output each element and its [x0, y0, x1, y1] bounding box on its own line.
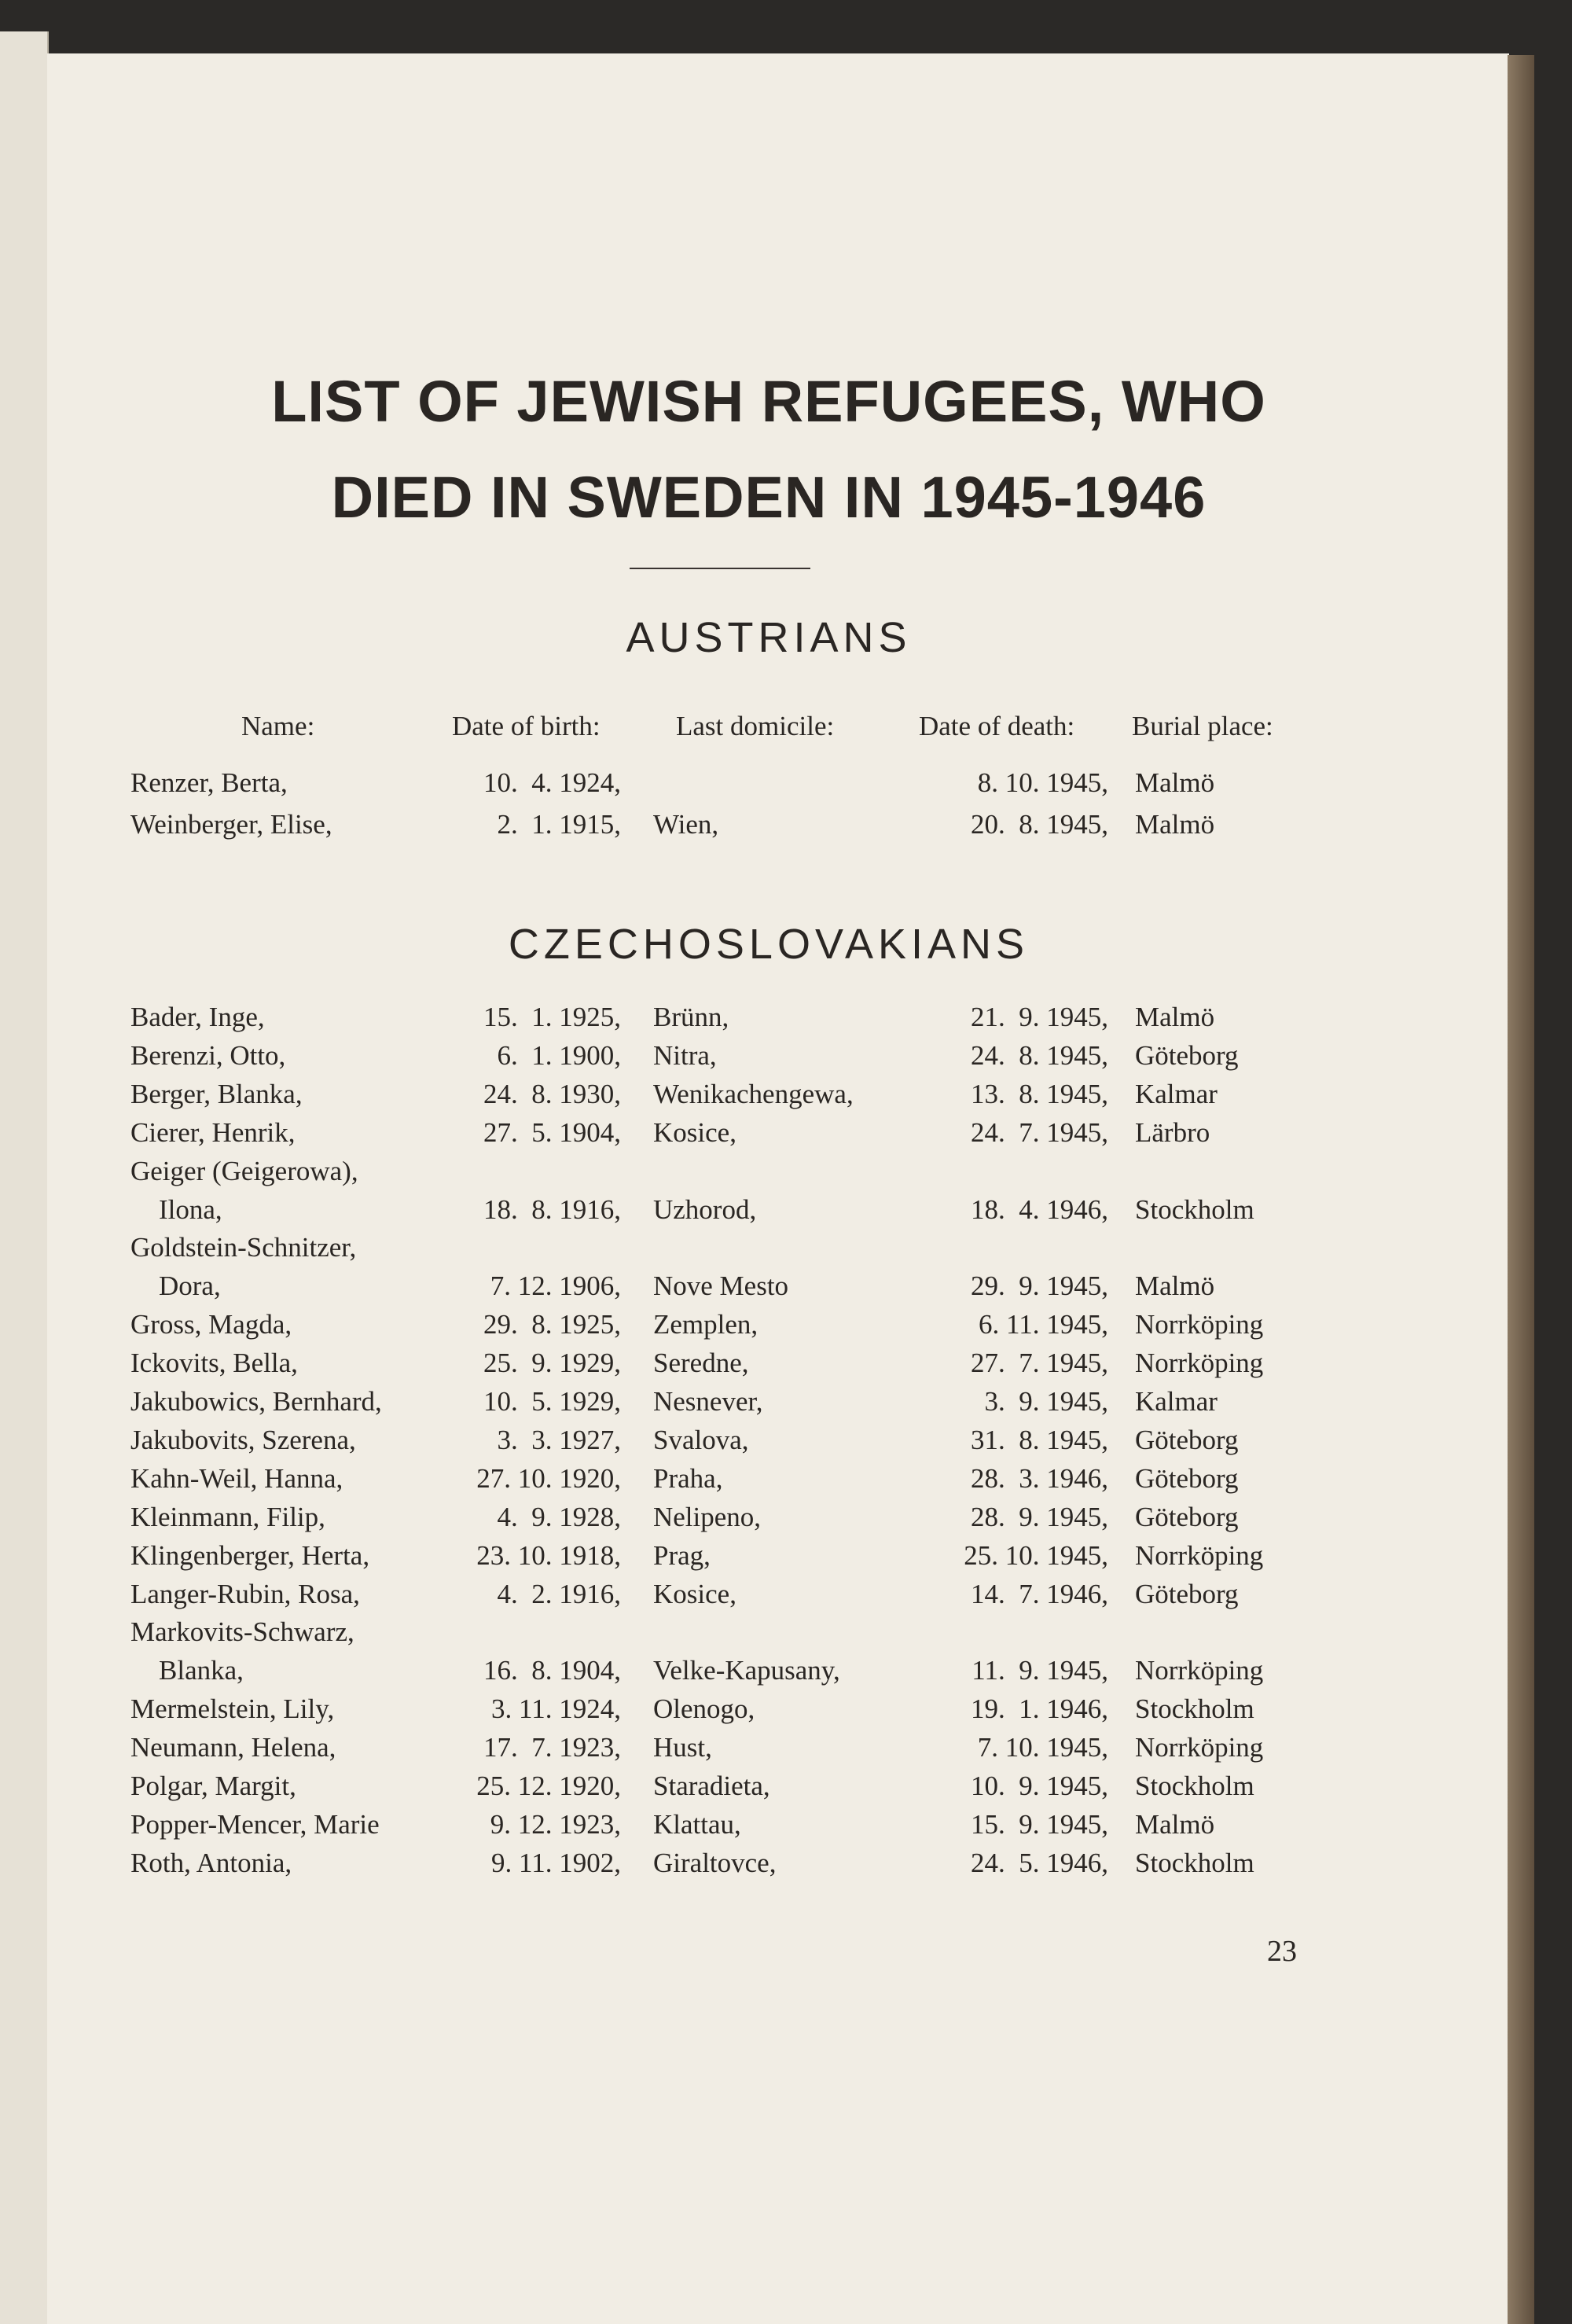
date-of-death: 28. 9. 1945,: [971, 1501, 1108, 1532]
date-of-death: 25. 10. 1945,: [964, 1539, 1108, 1571]
burial-place: Malmö: [1135, 1808, 1215, 1840]
header-domicile: Last domicile:: [676, 711, 835, 741]
burial-place: Norrköping: [1135, 1655, 1264, 1686]
burial-place: Stockholm: [1135, 1847, 1254, 1878]
date-of-birth: 4. 9. 1928,: [497, 1501, 621, 1532]
burial-place: Göteborg: [1135, 1424, 1239, 1455]
date-of-death: 15. 9. 1945,: [971, 1808, 1108, 1840]
last-domicile: Zemplen,: [653, 1309, 758, 1340]
date-of-birth: 9. 12. 1923,: [490, 1808, 621, 1840]
burial-place: Norrköping: [1135, 1309, 1264, 1340]
burial-place: Kalmar: [1135, 1078, 1218, 1109]
date-of-death: 18. 4. 1946,: [971, 1193, 1108, 1225]
book-spine-edge: [1508, 55, 1534, 2324]
refugee-name: Neumann, Helena,: [130, 1732, 336, 1763]
date-of-birth: 6. 1. 1900,: [497, 1039, 621, 1071]
refugee-name: Cierer, Henrik,: [130, 1116, 296, 1148]
last-domicile: Seredne,: [653, 1348, 749, 1379]
burial-place: Kalmar: [1135, 1386, 1218, 1417]
last-domicile: Svalova,: [653, 1424, 749, 1455]
page-number: 23: [1267, 1935, 1297, 1968]
header-name: Name:: [241, 711, 315, 741]
date-of-birth: 2. 1. 1915,: [497, 809, 621, 840]
refugee-name: Goldstein-Schnitzer,: [130, 1232, 357, 1263]
date-of-birth: 3. 3. 1927,: [497, 1424, 621, 1455]
last-domicile: Wenikachengewa,: [653, 1078, 854, 1109]
title-line-1: LIST OF JEWISH REFUGEES, WHO: [271, 369, 1266, 434]
refugee-name: Jakubovits, Szerena,: [130, 1424, 356, 1455]
date-of-birth: 7. 12. 1906,: [490, 1270, 621, 1302]
date-of-death: 28. 3. 1946,: [971, 1462, 1108, 1494]
date-of-birth: 9. 11. 1902,: [491, 1847, 621, 1878]
last-domicile: Velke-Kapusany,: [653, 1655, 840, 1686]
last-domicile: Klattau,: [653, 1808, 741, 1840]
refugee-name: Popper-Mencer, Marie: [130, 1808, 380, 1840]
burial-place: Lärbro: [1135, 1116, 1210, 1148]
refugee-name: Markovits-Schwarz,: [130, 1616, 354, 1648]
last-domicile: Nitra,: [653, 1039, 717, 1071]
date-of-birth: 29. 8. 1925,: [483, 1309, 621, 1340]
burial-place: Norrköping: [1135, 1732, 1264, 1763]
date-of-death: 27. 7. 1945,: [971, 1348, 1108, 1379]
burial-place: Malmö: [1135, 1270, 1215, 1302]
date-of-birth: 16. 8. 1904,: [483, 1655, 621, 1686]
last-domicile: Wien,: [653, 809, 719, 840]
date-of-death: 20. 8. 1945,: [971, 809, 1108, 840]
date-of-death: 6. 11. 1945,: [979, 1309, 1108, 1340]
date-of-death: 10. 9. 1945,: [971, 1771, 1108, 1801]
burial-place: Malmö: [1135, 809, 1215, 840]
date-of-death: 29. 9. 1945,: [971, 1270, 1108, 1302]
last-domicile: Brünn,: [653, 1002, 729, 1032]
refugee-name: Dora,: [159, 1270, 221, 1302]
refugee-name: Jakubowics, Bernhard,: [130, 1386, 382, 1417]
burial-place: Norrköping: [1135, 1539, 1264, 1571]
date-of-death: 14. 7. 1946,: [971, 1578, 1108, 1609]
burial-place: Malmö: [1135, 767, 1215, 798]
header-burial: Burial place:: [1132, 711, 1273, 741]
refugee-name: Ilona,: [159, 1193, 222, 1225]
last-domicile: Praha,: [653, 1462, 723, 1494]
date-of-death: 19. 1. 1946,: [971, 1693, 1108, 1725]
refugee-name: Renzer, Berta,: [130, 767, 288, 798]
burial-place: Göteborg: [1135, 1578, 1239, 1609]
date-of-birth: 27. 10. 1920,: [476, 1462, 621, 1494]
last-domicile: Prag,: [653, 1539, 711, 1571]
burial-place: Norrköping: [1135, 1348, 1264, 1379]
refugee-name: Klingenberger, Herta,: [130, 1539, 370, 1571]
refugee-name: Geiger (Geigerowa),: [130, 1155, 358, 1186]
last-domicile: Staradieta,: [653, 1771, 770, 1801]
last-domicile: Hust,: [653, 1732, 712, 1763]
refugee-name: Kahn-Weil, Hanna,: [130, 1462, 343, 1494]
burial-place: Göteborg: [1135, 1039, 1239, 1071]
burial-place: Stockholm: [1135, 1771, 1254, 1801]
title-line-2: DIED IN SWEDEN IN 1945-1946: [331, 465, 1207, 530]
refugee-name: Ickovits, Bella,: [130, 1348, 298, 1379]
refugee-name: Berenzi, Otto,: [130, 1039, 286, 1071]
date-of-birth: 24. 8. 1930,: [483, 1078, 621, 1109]
date-of-death: 11. 9. 1945,: [971, 1655, 1108, 1686]
burial-place: Stockholm: [1135, 1693, 1254, 1725]
adjacent-page-edge: [0, 31, 49, 2324]
last-domicile: Nove Mesto: [653, 1270, 789, 1302]
date-of-death: 3. 9. 1945,: [984, 1386, 1108, 1417]
date-of-birth: 18. 8. 1916,: [483, 1193, 621, 1225]
last-domicile: Kosice,: [653, 1578, 736, 1609]
date-of-death: 7. 10. 1945,: [977, 1732, 1108, 1763]
date-of-death: 13. 8. 1945,: [971, 1078, 1108, 1109]
last-domicile: Giraltovce,: [653, 1847, 777, 1878]
date-of-death: 21. 9. 1945,: [971, 1002, 1108, 1032]
last-domicile: Uzhorod,: [653, 1193, 757, 1225]
date-of-death: 31. 8. 1945,: [971, 1424, 1108, 1455]
date-of-birth: 15. 1. 1925,: [483, 1002, 621, 1032]
refugee-name: Bader, Inge,: [130, 1002, 265, 1032]
refugee-name: Berger, Blanka,: [130, 1078, 303, 1109]
section-title-czechoslovakians: CZECHOSLOVAKIANS: [508, 921, 1030, 968]
refugee-name: Polgar, Margit,: [130, 1771, 296, 1801]
last-domicile: Nelipeno,: [653, 1501, 762, 1532]
refugee-name: Weinberger, Elise,: [130, 809, 332, 840]
date-of-birth: 10. 5. 1929,: [483, 1386, 621, 1417]
title-divider: [630, 568, 810, 569]
refugee-name: Mermelstein, Lily,: [130, 1693, 335, 1725]
last-domicile: Kosice,: [653, 1116, 736, 1148]
burial-place: Malmö: [1135, 1002, 1215, 1032]
refugee-name: Blanka,: [159, 1655, 244, 1686]
burial-place: Göteborg: [1135, 1501, 1239, 1532]
date-of-death: 24. 5. 1946,: [971, 1847, 1108, 1878]
refugee-name: Gross, Magda,: [130, 1309, 292, 1340]
date-of-birth: 3. 11. 1924,: [491, 1693, 621, 1725]
refugee-name: Langer-Rubin, Rosa,: [130, 1578, 360, 1609]
date-of-birth: 25. 12. 1920,: [476, 1771, 621, 1801]
book-page: [47, 53, 1509, 2324]
date-of-birth: 23. 10. 1918,: [476, 1539, 621, 1571]
refugee-name: Kleinmann, Filip,: [130, 1501, 325, 1532]
burial-place: Göteborg: [1135, 1462, 1239, 1494]
date-of-birth: 27. 5. 1904,: [483, 1116, 621, 1148]
date-of-death: 24. 7. 1945,: [971, 1116, 1108, 1148]
date-of-birth: 17. 7. 1923,: [483, 1732, 621, 1763]
last-domicile: Nesnever,: [653, 1386, 763, 1417]
date-of-death: 24. 8. 1945,: [971, 1039, 1108, 1071]
header-birth: Date of birth:: [452, 711, 601, 741]
last-domicile: Olenogo,: [653, 1693, 755, 1725]
date-of-birth: 4. 2. 1916,: [497, 1578, 621, 1609]
header-death: Date of death:: [919, 711, 1075, 741]
burial-place: Stockholm: [1135, 1193, 1254, 1225]
date-of-birth: 10. 4. 1924,: [483, 767, 621, 798]
section-title-austrians: AUSTRIANS: [626, 614, 912, 661]
date-of-death: 8. 10. 1945,: [977, 767, 1108, 798]
date-of-birth: 25. 9. 1929,: [483, 1348, 621, 1379]
refugee-name: Roth, Antonia,: [130, 1847, 292, 1878]
